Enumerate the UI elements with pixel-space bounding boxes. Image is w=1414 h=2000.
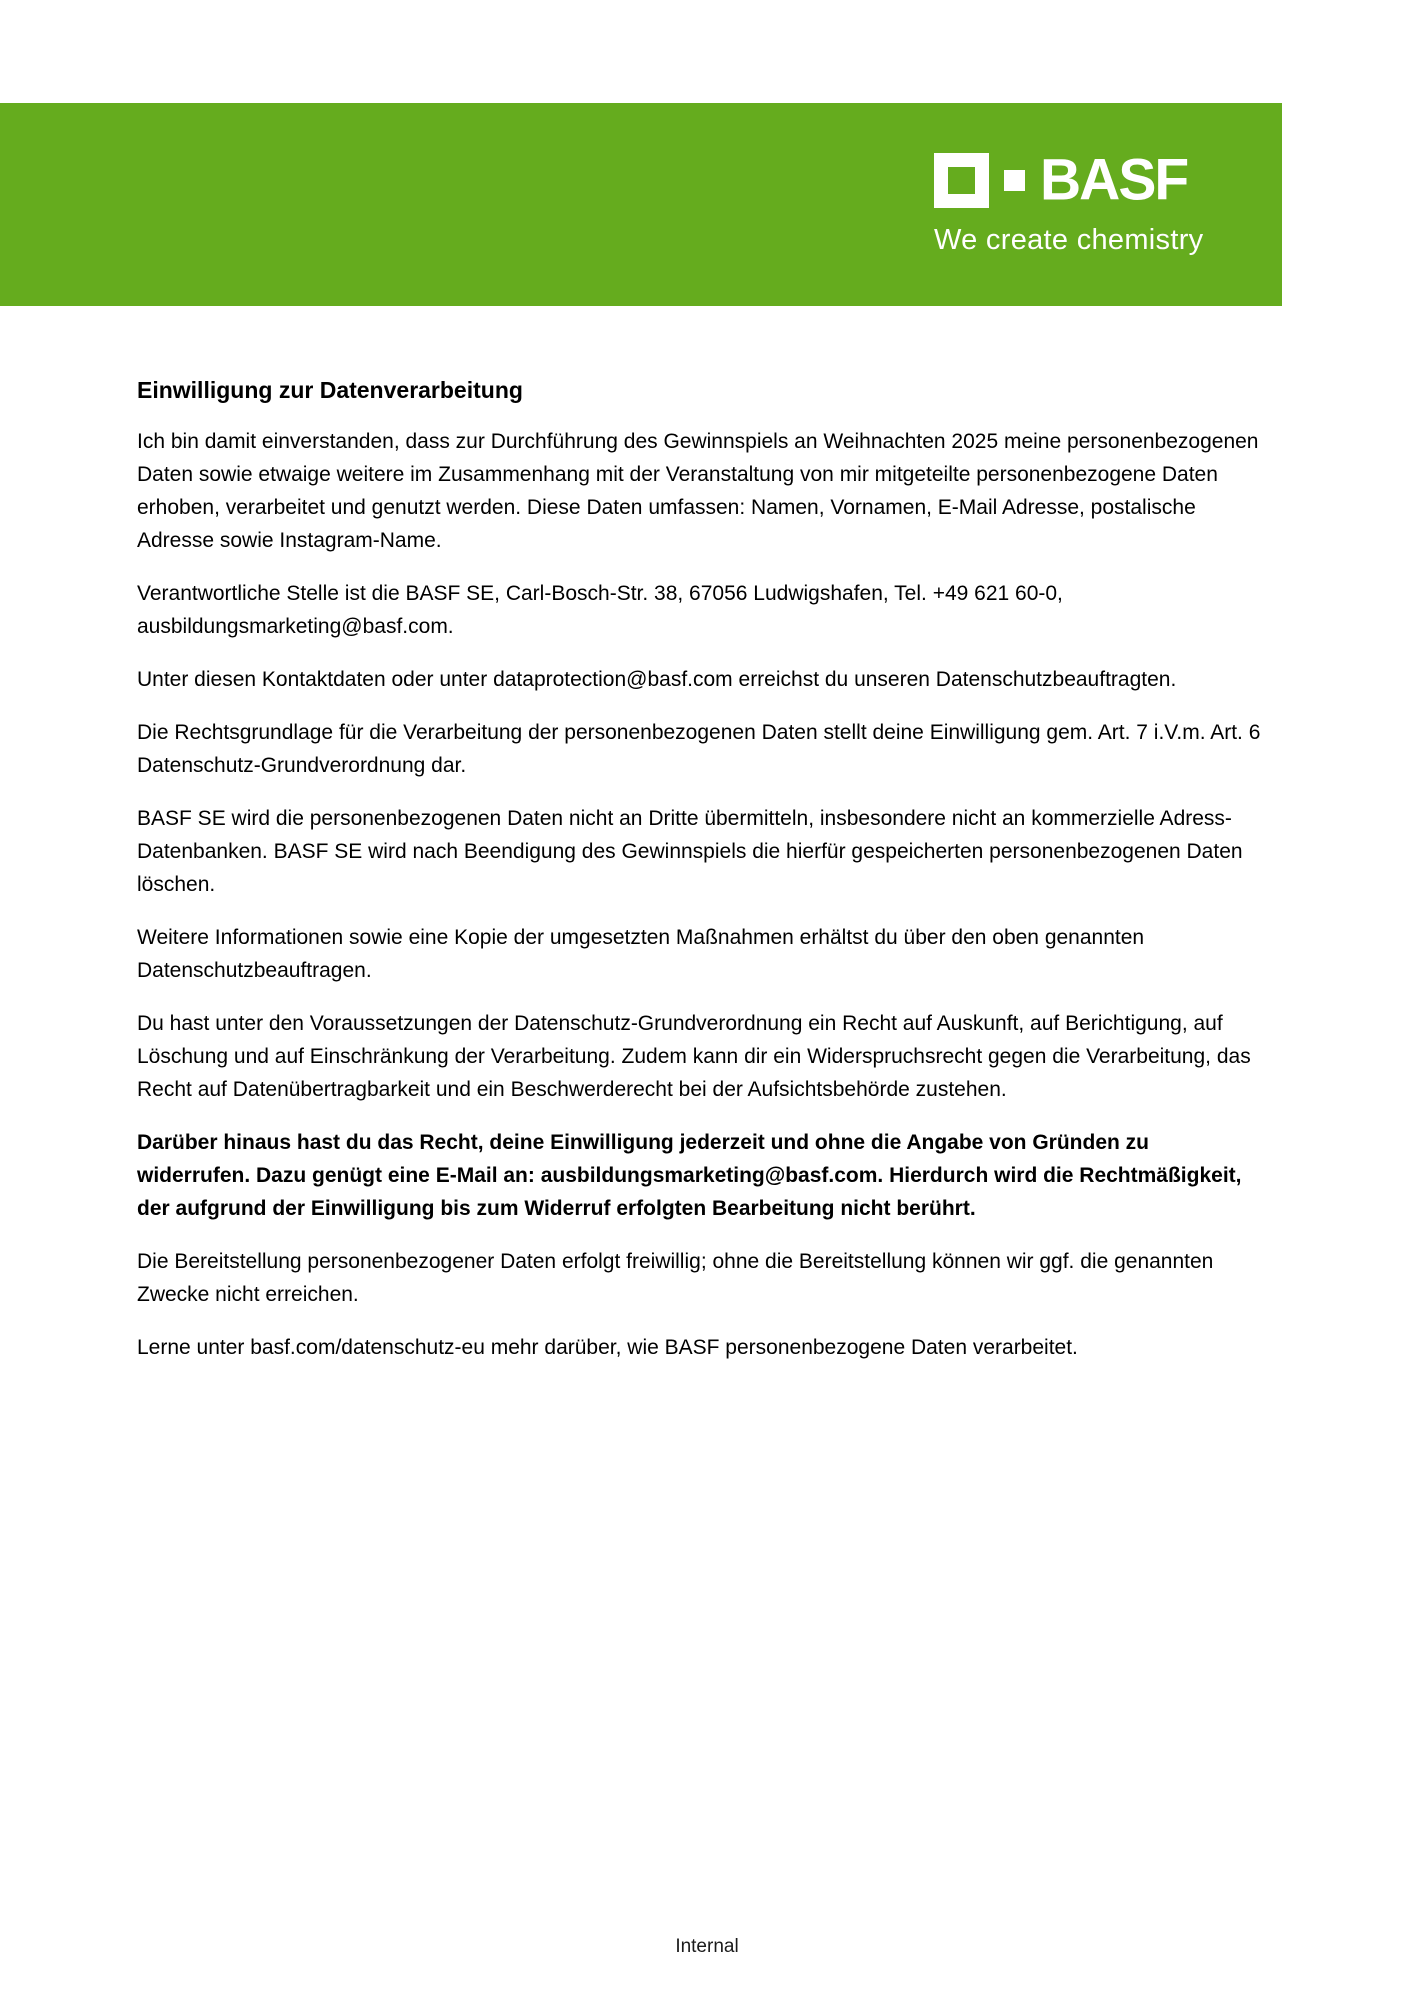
paragraph-consent-intro: Ich bin damit einverstanden, dass zur Durchführung des Gewinnspiels an Weihnachten 2025 meine personenbezogenen Daten sowie etwaige weitere im Zusammenhang mit der Veranstaltung von mir mitgeteilte personenbezogene Daten erhoben, verarbeitet und genutzt werden. Diese Daten umfassen: Namen, Vornamen, E-Mail Adresse, postalische Adresse sowie Instagram-Name. <box>137 430 1259 552</box>
basf-logo-mark-icon <box>934 153 1025 208</box>
paragraph-voluntary-provision: Die Bereitstellung personenbezogener Daten erfolgt freiwillig; ohne die Bereitstellung können wir ggf. die genannten Zwecke nicht erreichen. <box>137 1250 1214 1306</box>
footer-classification-label: Internal <box>675 1936 739 1957</box>
paragraph-no-third-parties: BASF SE wird die personenbezogenen Daten nicht an Dritte übermitteln, insbesondere nicht an kommerzielle Adress-Datenbanken. BASF SE wird nach Beendigung des Gewinnspiels die hierfür gespeicherten personenbezogenen Daten löschen. <box>137 807 1243 896</box>
header-banner <box>0 103 1282 306</box>
paragraph-learn-more: Lerne unter basf.com/datenschutz-eu mehr darüber, wie BASF personenbezogene Daten verarbeitet. <box>137 1336 1078 1359</box>
basf-logo <box>934 147 1237 256</box>
paragraph-responsible-entity: Verantwortliche Stelle ist die BASF SE, Carl-Bosch-Str. 38, 67056 Ludwigshafen, Tel. +49 621 60-0, ausbildungsmarketing@basf.com. <box>137 582 1063 638</box>
paragraph-revocation-right: Darüber hinaus hast du das Recht, deine Einwilligung jederzeit und ohne die Angabe von Gründen zu widerrufen. Dazu genügt eine E-Mail an: ausbildungsmarketing@basf.com. Hierdurch wird die Rechtmäßigkeit, der aufgrund der Einwilligung bis zum Widerruf erfolgten Bearbeitung nicht berührt. <box>137 1131 1242 1220</box>
paragraph-legal-basis: Die Rechtsgrundlage für die Verarbeitung der personenbezogenen Daten stellt deine Einwilligung gem. Art. 7 i.V.m. Art. 6 Datenschutz-Grundverordnung dar. <box>137 721 1261 777</box>
square-dot-icon <box>1004 170 1025 191</box>
square-outline-icon <box>934 153 989 208</box>
paragraph-further-information: Weitere Informationen sowie eine Kopie der umgesetzten Maßnahmen erhältst du über den oben genannten Datenschutzbeauftragen. <box>137 926 1145 982</box>
basf-tagline: We create chemistry <box>934 224 1204 256</box>
document-body <box>137 374 1267 1384</box>
basf-wordmark: BASF <box>1040 147 1188 213</box>
page-title: Einwilligung zur Datenverarbeitung <box>137 377 523 403</box>
paragraph-contact-dpo: Unter diesen Kontaktdaten oder unter dataprotection@basf.com erreichst du unseren Datenschutzbeauftragten. <box>137 668 1177 691</box>
paragraph-gdpr-rights: Du hast unter den Voraussetzungen der Datenschutz-Grundverordnung ein Recht auf Auskunft, auf Berichtigung, auf Löschung und auf Einschränkung der Verarbeitung. Zudem kann dir ein Widerspruchsrecht gegen die Verarbeitung, das Recht auf Datenübertragbarkeit und ein Beschwerderecht bei der Aufsichtsbehörde zustehen. <box>137 1012 1251 1101</box>
